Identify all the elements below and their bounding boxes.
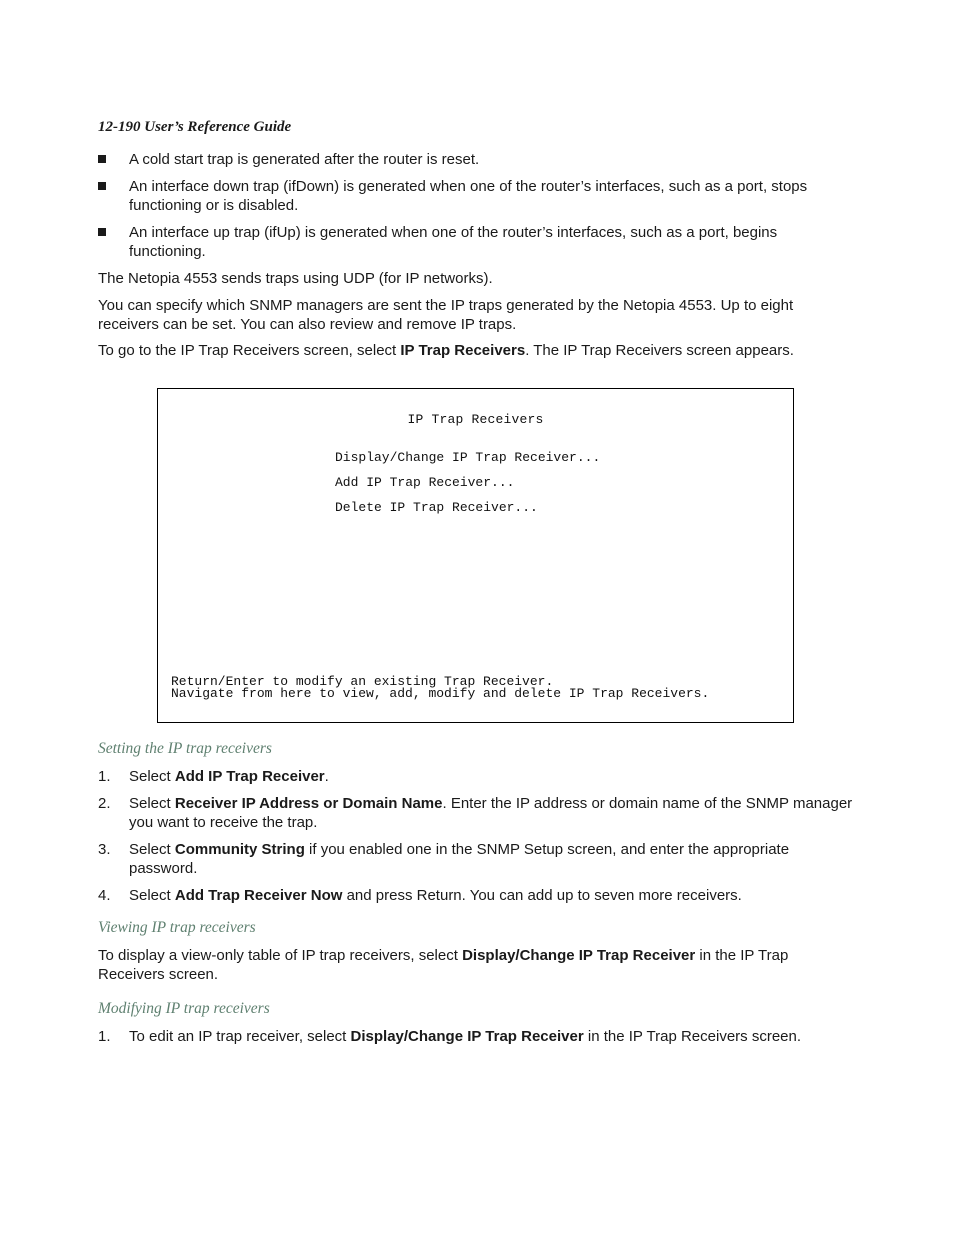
- menu-item-delete[interactable]: Delete IP Trap Receiver...: [335, 500, 538, 515]
- section-heading-viewing: Viewing IP trap receivers: [98, 919, 256, 936]
- udp-paragraph: The Netopia 4553 sends traps using UDP (for IP networks).: [98, 270, 493, 287]
- step-text: Select: [129, 795, 175, 812]
- running-head: 12-190 User’s Reference Guide: [98, 119, 292, 135]
- list-item: [98, 223, 858, 261]
- list-item: [98, 840, 858, 878]
- menu-item-display-change[interactable]: Display/Change IP Trap Receiver...: [335, 450, 601, 465]
- list-item: [98, 177, 858, 215]
- terminal-title: IP Trap Receivers: [407, 412, 544, 427]
- setting-steps: [98, 767, 858, 913]
- bullet-text: A cold start trap is generated after the router is reset.: [129, 151, 480, 168]
- terminal-screen: [157, 388, 794, 723]
- goto-bold-text: IP Trap Receivers: [400, 342, 526, 359]
- step-number: 3.: [98, 841, 111, 858]
- step-text: Select: [129, 841, 175, 858]
- modifying-steps: [98, 1027, 858, 1054]
- terminal-footer-line: Navigate from here to view, add, modify and delete IP Trap Receivers.: [171, 686, 710, 701]
- terminal-footer: [171, 676, 709, 700]
- list-item: [98, 767, 858, 786]
- list-item: [98, 794, 858, 832]
- step-bold-text: Display/Change IP Trap Receiver: [350, 1028, 584, 1045]
- list-item: [98, 886, 858, 905]
- step-text: . Enter the IP address or domain name of the SNMP manager you want to receive the trap.: [129, 795, 853, 831]
- step-number: 4.: [98, 887, 111, 904]
- step-bold-text: Community String: [174, 841, 305, 858]
- step-bold-text: Add Trap Receiver Now: [174, 887, 343, 904]
- managers-paragraph: You can specify which SNMP managers are sent the IP traps generated by the Netopia 4553. Up to eight receivers can be set. You can also review and remove IP traps.: [98, 297, 794, 333]
- step-text: Select: [129, 887, 175, 904]
- step-number: 1.: [98, 1028, 111, 1045]
- list-item: [98, 1027, 858, 1046]
- section-heading-setting: Setting the IP trap receivers: [98, 740, 272, 757]
- terminal-menu: [335, 450, 600, 525]
- section-heading-modifying: Modifying IP trap receivers: [98, 1000, 270, 1017]
- goto-text: To go to the IP Trap Receivers screen, select: [98, 342, 401, 359]
- square-bullet-icon: [98, 182, 106, 190]
- viewing-paragraph: [98, 946, 858, 984]
- goto-suffix-text: . The IP Trap Receivers screen appears.: [525, 342, 794, 359]
- step-text: Select: [129, 768, 175, 785]
- terminal-footer-line: Return/Enter to modify an existing Trap Receiver.: [171, 674, 554, 689]
- bullet-text: An interface down trap (ifDown) is generated when one of the router’s interfaces, such as a port, stops functioning or is disabled.: [129, 178, 808, 214]
- viewing-text: To display a view-only table of IP trap receivers, select: [98, 947, 463, 964]
- step-text: .: [324, 768, 329, 785]
- viewing-text: in the IP Trap Receivers screen.: [98, 947, 789, 983]
- list-item: [98, 150, 858, 169]
- step-number: 2.: [98, 795, 111, 812]
- step-text: in the IP Trap Receivers screen.: [583, 1028, 802, 1045]
- step-text: and press Return. You can add up to seven more receivers.: [342, 887, 742, 904]
- step-text: if you enabled one in the SNMP Setup screen, and enter the appropriate password.: [129, 841, 790, 877]
- step-text: To edit an IP trap receiver, select: [129, 1028, 351, 1045]
- bullet-text: An interface up trap (ifUp) is generated when one of the router’s interfaces, such as a port, begins functioning.: [129, 224, 778, 260]
- intro-bullet-list: [98, 150, 858, 269]
- step-bold-text: Receiver IP Address or Domain Name: [174, 795, 443, 812]
- square-bullet-icon: [98, 155, 106, 163]
- square-bullet-icon: [98, 228, 106, 236]
- goto-paragraph: [98, 341, 858, 360]
- step-bold-text: Add IP Trap Receiver: [174, 768, 325, 785]
- step-number: 1.: [98, 768, 111, 785]
- menu-item-add[interactable]: Add IP Trap Receiver...: [335, 475, 515, 490]
- viewing-bold-text: Display/Change IP Trap Receiver: [462, 947, 696, 964]
